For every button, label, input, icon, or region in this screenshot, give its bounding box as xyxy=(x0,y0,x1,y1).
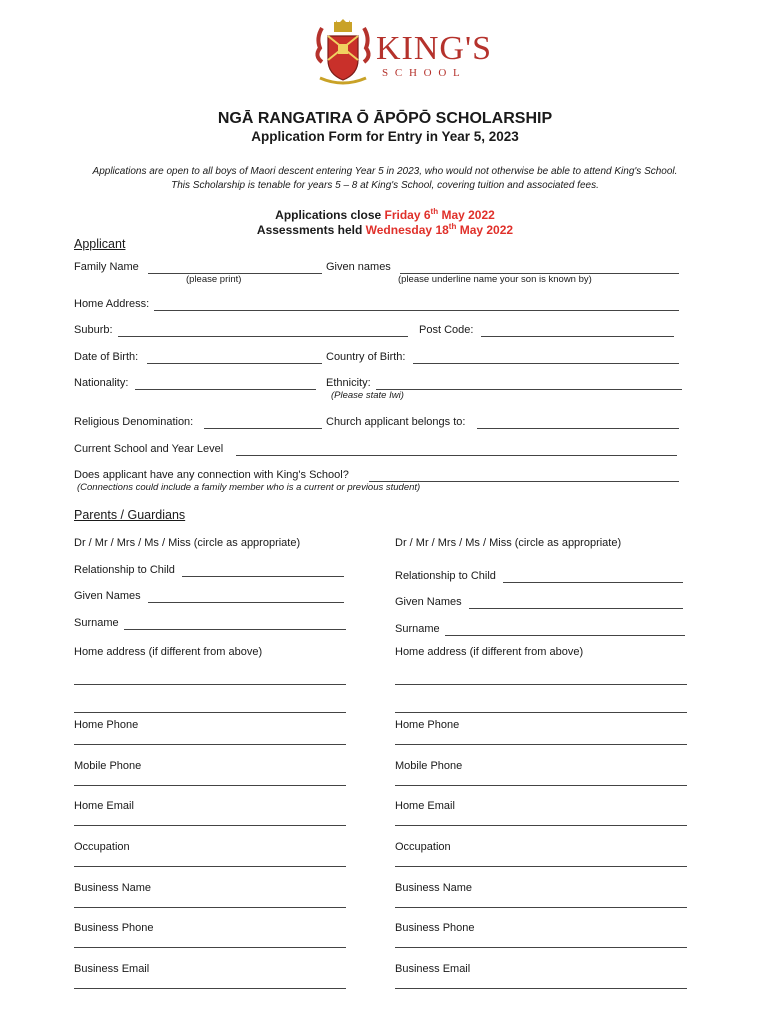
home-phone-label: Home Phone xyxy=(395,719,460,731)
connection-label: Does applicant have any connection with King's School? xyxy=(74,469,349,481)
logo-kings-text: KING'S xyxy=(376,30,493,67)
school-crest-icon xyxy=(312,18,374,90)
home-address-field-2[interactable] xyxy=(395,712,687,713)
suburb-field[interactable] xyxy=(118,336,408,337)
country-of-birth-label: Country of Birth: xyxy=(326,351,406,363)
home-address-label: Home address (if different from above) xyxy=(395,646,584,658)
church-field[interactable] xyxy=(477,428,679,429)
home-phone-field[interactable] xyxy=(74,744,346,745)
please-print-note: (please print) xyxy=(186,274,242,285)
applications-close: Applications close Friday 6th May 2022 xyxy=(275,207,495,222)
country-of-birth-field[interactable] xyxy=(413,363,679,364)
mobile-phone-field[interactable] xyxy=(395,785,687,786)
post-code-field[interactable] xyxy=(481,336,674,337)
title-circle-label[interactable]: Dr / Mr / Mrs / Ms / Miss (circle as appropriate) xyxy=(395,537,622,549)
family-name-label: Family Name xyxy=(74,261,139,273)
dob-label: Date of Birth: xyxy=(74,351,139,363)
home-address-field-1[interactable] xyxy=(74,684,346,685)
given-names-label: Given Names xyxy=(395,596,462,608)
post-code-label: Post Code: xyxy=(419,324,474,336)
home-address-label: Home address (if different from above) xyxy=(74,646,263,658)
page-subtitle: Application Form for Entry in Year 5, 2023 xyxy=(251,129,519,144)
business-email-label: Business Email xyxy=(74,963,150,975)
relationship-label: Relationship to Child xyxy=(74,564,175,576)
surname-field[interactable] xyxy=(124,629,346,630)
suburb-label: Suburb: xyxy=(74,324,113,336)
given-names-field[interactable] xyxy=(148,602,344,603)
ethnicity-field[interactable] xyxy=(376,389,682,390)
given-names-label: Given Names xyxy=(74,590,141,602)
connection-note: (Connections could include a family member who is a current or previous student) xyxy=(77,482,421,493)
home-email-label: Home Email xyxy=(395,800,455,812)
logo-school-text: S C H O O L xyxy=(382,67,462,79)
business-email-label: Business Email xyxy=(395,963,471,975)
church-label: Church applicant belongs to: xyxy=(326,416,466,428)
home-phone-field[interactable] xyxy=(395,744,687,745)
assessments-held: Assessments held Wednesday 18th May 2022 xyxy=(256,222,514,237)
given-names-field[interactable] xyxy=(469,608,683,609)
business-name-label: Business Name xyxy=(395,882,473,894)
mobile-phone-label: Mobile Phone xyxy=(395,760,463,772)
business-name-label: Business Name xyxy=(74,882,152,894)
home-email-field[interactable] xyxy=(74,825,346,826)
occupation-label: Occupation xyxy=(74,841,130,853)
business-phone-field[interactable] xyxy=(74,947,346,948)
business-name-field[interactable] xyxy=(74,907,346,908)
nationality-label: Nationality: xyxy=(74,377,129,389)
religion-label: Religious Denomination: xyxy=(74,416,194,428)
mobile-phone-label: Mobile Phone xyxy=(74,760,142,772)
business-phone-field[interactable] xyxy=(395,947,687,948)
surname-label: Surname xyxy=(395,623,440,635)
nationality-field[interactable] xyxy=(135,389,316,390)
home-address-field[interactable] xyxy=(154,310,679,311)
business-phone-label: Business Phone xyxy=(395,922,475,934)
given-names-note: (please underline name your son is known by) xyxy=(398,274,592,285)
home-address-field-1[interactable] xyxy=(395,684,687,685)
title-circle-label[interactable]: Dr / Mr / Mrs / Ms / Miss (circle as appropriate) xyxy=(74,537,301,549)
business-name-field[interactable] xyxy=(395,907,687,908)
business-phone-label: Business Phone xyxy=(74,922,154,934)
intro-line-1: Applications are open to all boys of Maori descent entering Year 5 in 2023, who would not otherwise be able to attend King's School. xyxy=(92,166,678,177)
relationship-label: Relationship to Child xyxy=(395,570,496,582)
occupation-field[interactable] xyxy=(395,866,687,867)
business-email-field[interactable] xyxy=(74,988,346,989)
occupation-label: Occupation xyxy=(395,841,451,853)
intro-line-2: This Scholarship is tenable for years 5 – 8 at King's School, covering tuition and associated fees. xyxy=(171,180,599,191)
relationship-field[interactable] xyxy=(503,582,683,583)
home-address-label: Home Address: xyxy=(74,298,150,310)
mobile-phone-field[interactable] xyxy=(74,785,346,786)
occupation-field[interactable] xyxy=(74,866,346,867)
business-email-field[interactable] xyxy=(395,988,687,989)
page-title: NGĀ RANGATIRA Ō ĀPŌPŌ SCHOLARSHIP xyxy=(217,110,553,127)
surname-field[interactable] xyxy=(445,635,685,636)
dob-field[interactable] xyxy=(147,363,322,364)
relationship-field[interactable] xyxy=(182,576,344,577)
applicant-heading: Applicant xyxy=(74,237,126,251)
home-email-label: Home Email xyxy=(74,800,134,812)
current-school-field[interactable] xyxy=(236,455,677,456)
given-names-label: Given names xyxy=(326,261,391,273)
religion-field[interactable] xyxy=(204,428,322,429)
home-address-field-2[interactable] xyxy=(74,712,346,713)
home-phone-label: Home Phone xyxy=(74,719,139,731)
home-email-field[interactable] xyxy=(395,825,687,826)
surname-label: Surname xyxy=(74,617,119,629)
current-school-label: Current School and Year Level xyxy=(74,443,224,455)
parents-heading: Parents / Guardians xyxy=(74,508,186,522)
ethnicity-label: Ethnicity: xyxy=(326,377,371,389)
ethnicity-note: (Please state Iwi) xyxy=(331,390,404,401)
